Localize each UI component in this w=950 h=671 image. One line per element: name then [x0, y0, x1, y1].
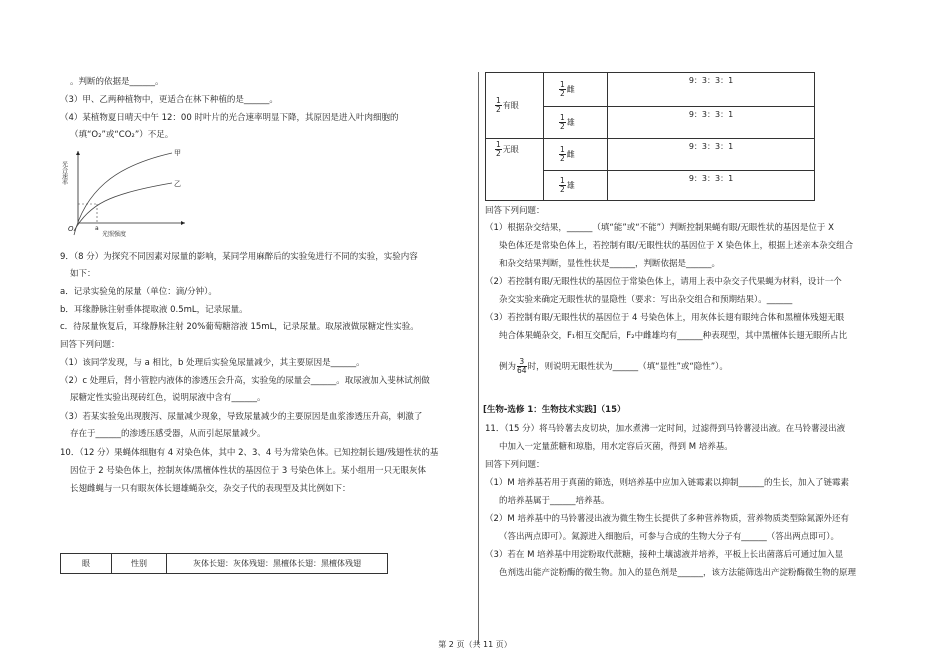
q9-line: a．记录实验兔的尿量（单位：滴/分钟）。 [60, 287, 217, 297]
q11-line: （答出两点即可）。氮源进入细胞后，可参与合成的生物大分子有______（答出两点即可）。 [499, 532, 840, 542]
fraction: $\frac{1}{2}$ [560, 145, 565, 163]
offspring-table-header [60, 553, 388, 574]
q10-line: 染色体还是常染色体上，若控制有眼/无眼性状的基因位于 X 染色体上，根据上述亲本杂交组合 [499, 241, 854, 251]
text-line: （填“O₂”或“CO₂”）不足。 [70, 130, 174, 140]
q11-line: （1）M 培养基若用于真菌的筛选，则培养基中应加入链霉素以抑制______的生长，加入了链霉素 [485, 478, 849, 488]
q10-line: （2）若控制有眼/无眼性状的基因位于常染色体上，请用上表中杂交子代果蝇为材料，设计一个 [485, 277, 842, 287]
ratio-cell: 9：3：3：1 [608, 139, 815, 171]
sex-cell: $\frac{1}{2}$ 雌 [544, 139, 608, 171]
q10-line: 长翅雌蝇与一只有眼灰体长翅雄蝇杂交，杂交子代的表现型及其比例如下： [70, 484, 351, 494]
column-divider [478, 72, 479, 644]
q11-line: 回答下列问题： [485, 460, 545, 470]
text-line: 。判断的依据是______。 [70, 77, 164, 87]
text-line: （4）某植物夏日晴天中午 12：00 时叶片的光合速率明显下降，其原因是进入叶肉细胞的 [60, 113, 399, 123]
q10-line: 杂交实验来确定无眼性状的显隐性（要求：写出杂交组合和预期结果）。______ [499, 295, 793, 305]
eye-cell-absent: $\frac{1}{2}$ 无眼 [486, 139, 544, 201]
fraction: $\frac{1}{2}$ [496, 140, 501, 158]
q9-line: 如下： [70, 269, 96, 279]
q10-ratio-line: 例为 $\frac{3}{64}$ 时，则说明无眼性状为______（填“显性”或“隐性”）。 [499, 357, 728, 375]
q10-line: 回答下列问题： [485, 206, 545, 216]
q10-line: 纯合体果蝇杂交，F₁相互交配后，F₂中雌雄均有______种表现型，其中黑檀体长翅无眼所占比 [499, 331, 848, 341]
header-ratio: 灰体长翅：灰体残翅：黑檀体长翅：黑檀体残翅 [167, 554, 388, 574]
q9-line: 尿糖定性实验出现砖红色，说明尿液中含有______。 [70, 393, 266, 403]
fraction: $\frac{3}{64}$ [517, 357, 527, 375]
fraction: $\frac{1}{2}$ [560, 80, 565, 98]
sex-cell: $\frac{1}{2}$ 雄 [544, 107, 608, 139]
q11-line: （3）若在 M 培养基中用淀粉取代蔗糖，接种土壤滤液并培养，平板上长出菌落后可通过加入显 [485, 550, 844, 560]
header-sex: 性别 [112, 554, 167, 574]
q10-line: 因位于 2 号染色体上，控制灰体/黑檀体性状的基因位于 3 号染色体上。某小组用一只无眼灰体 [70, 466, 426, 476]
header-eye: 眼 [61, 554, 112, 574]
offspring-table-body [485, 72, 815, 201]
ratio-cell: 9：3：3：1 [608, 107, 815, 139]
sex-cell: $\frac{1}{2}$ 雄 [544, 171, 608, 201]
q11-line: 中加入一定量蔗糖和琼脂，用水定容后灭菌，得到 M 培养基。 [499, 442, 733, 452]
y-axis-label: 光合速率 [60, 161, 68, 185]
q10-line: （1）根据杂交结果，______（填“能”或“不能”）判断控制果蝇有眼/无眼性状的基因是位于 X [485, 223, 834, 233]
q11-line: （2）M 培养基中的马铃薯浸出液为微生物生长提供了多种营养物质，营养物质类型除氮源外还有 [485, 514, 849, 524]
sex-cell: $\frac{1}{2}$ 雌 [544, 73, 608, 107]
q9-line: （2）c 处理后，肾小管腔内液体的渗透压会升高，实验兔的尿量会______。取尿液加入斐林试剂做 [60, 376, 430, 386]
ratio-cell: 9：3：3：1 [608, 171, 815, 201]
eye-cell-present: $\frac{1}{2}$ 有眼 [486, 73, 544, 139]
section-title: [生物-选修 1：生物技术实践]（15） [483, 405, 626, 415]
q9-line: 9．（8 分）为探究不同因素对尿量的影响，某同学用麻醉后的实验兔进行不同的实验，实验内容 [60, 252, 418, 262]
fraction: $\frac{1}{2}$ [560, 176, 565, 194]
q10-line: （3）若控制有眼/无眼性状的基因位于 4 号染色体上，用灰体长翅有眼纯合体和黑檀体残翅无眼 [485, 313, 845, 323]
q9-line: 回答下列问题： [60, 340, 120, 350]
ratio-cell: 9：3：3：1 [608, 73, 815, 107]
q10-line: 和杂交结果判断，显性性状是______，判断依据是______。 [499, 259, 721, 269]
light-response-graph [60, 145, 200, 237]
fraction: $\frac{1}{2}$ [496, 96, 501, 114]
q10-line: 10．（12 分）果蝇体细胞有 4 对染色体，其中 2、3、4 号为常染色体。已知控制长翅/残翅性状的基 [60, 448, 439, 458]
page-footer: 第 2 页（共 11 页） [438, 640, 512, 649]
curve-b-label: 乙 [174, 180, 181, 188]
q11-line: 的培养基属于______培养基。 [499, 496, 610, 506]
x-axis-label: 光照强度 [102, 231, 127, 237]
curve-a-label: 甲 [174, 149, 181, 157]
point-label: a [95, 225, 99, 232]
q11-line: 色剂选出能产淀粉酶的微生物。加入的显色剂是______，该方法能筛选出产淀粉酶微生物的原理 [499, 568, 857, 578]
q11-line: 11．（15 分）将马铃薯去皮切块，加水煮沸一定时间，过滤得到马铃薯浸出液。在马铃薯浸出液 [485, 424, 846, 434]
q9-line: 存在于______的渗透压感受器，从而引起尿量减少。 [70, 429, 266, 439]
fraction: $\frac{1}{2}$ [560, 113, 565, 131]
text-line: （3）甲、乙两种植物中，更适合在林下种植的是______。 [60, 95, 278, 105]
q9-line: （1）该同学发现，与 a 相比，b 处理后实验兔尿量减少，其主要原因是______。 [60, 358, 365, 368]
origin-label: O [68, 225, 74, 233]
q9-line: （3）若某实验兔出现腹泻、尿量减少现象，导致尿量减少的主要原因是血浆渗透压升高，刺激了 [60, 412, 423, 422]
q9-line: c．待尿量恢复后，耳缘静脉注射 20%葡萄糖溶液 15mL，记录尿量。取尿液做尿糖定性实验。 [60, 322, 419, 332]
q9-line: b．耳缘静脉注射垂体提取液 0.5mL，记录尿量。 [60, 305, 248, 315]
